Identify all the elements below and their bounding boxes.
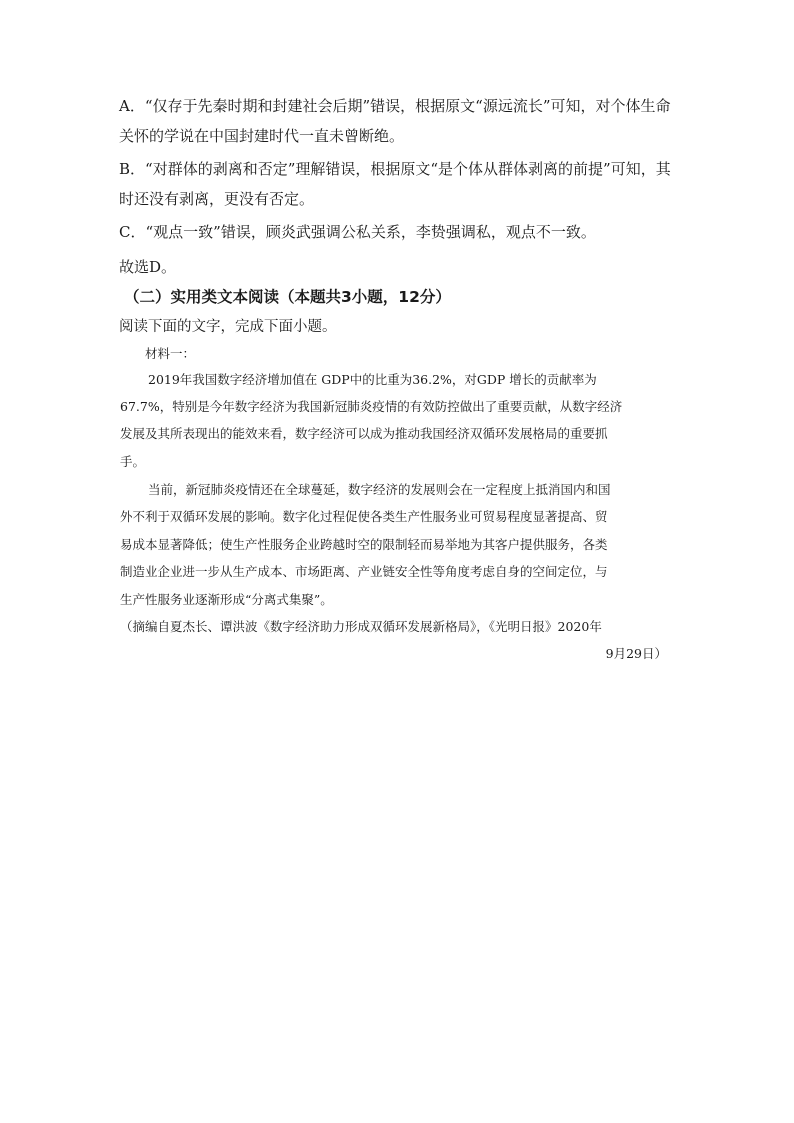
material-p1-line-4: 手。 (120, 454, 146, 469)
material-p2-line-1: 当前，新冠肺炎疫情还在全球蔓延，数字经济的发展则会在一定程度上抵消国内和国 (148, 482, 611, 497)
material-label: 材料一： (145, 346, 196, 361)
material-source-date: 9月29日） (605, 646, 667, 661)
section-instruction: 阅读下面的文字，完成下面小题。 (119, 319, 337, 335)
section-heading: （二）实用类文本阅读（本题共3小题，12分） (124, 288, 451, 306)
material-p2-line-2: 外不利于双循环发展的影响。数字化过程促使各类生产性服务业可贸易程度显著提高、贸 (120, 509, 608, 524)
material-p2-line-5: 生产性服务业逐渐形成“分离式集聚”。 (120, 592, 333, 607)
option-a-line-2: 关怀的学说在中国封建时代一直未曾断绝。 (119, 127, 405, 145)
option-b-line-1: B．“对群体的剥离和否定”理解错误，根据原文“是个体从群体剥离的前提”可知，其 (119, 160, 671, 178)
material-p1-line-2: 67.7%，特别是今年数字经济为我国新冠肺炎疫情的有效防控做出了重要贡献，从数字经济 (120, 399, 623, 414)
material-source: （摘编自夏杰长、谭洪波《数字经济助力形成双循环发展新格局》，《光明日报》2020年 (120, 619, 602, 634)
answer-conclusion: 故选D。 (119, 258, 177, 276)
material-p1-line-1: 2019年我国数字经济增加值在 GDP中的比重为36.2%，对GDP 增长的贡献率为 (148, 372, 597, 387)
option-c-line-1: C．“观点一致”错误，顾炎武强调公私关系，李贽强调私，观点不一致。 (119, 223, 596, 241)
option-a-line-1: A．“仅存于先秦时期和封建社会后期”错误，根据原文“源远流长”可知，对个体生命 (119, 97, 671, 115)
material-p2-line-3: 易成本显著降低；使生产性服务企业跨越时空的限制轻而易举地为其客户提供服务，各类 (120, 537, 608, 552)
option-b-line-2: 时还没有剥离，更没有否定。 (119, 190, 315, 208)
material-p2-line-4: 制造业企业进一步从生产成本、市场距离、产业链安全性等角度考虑自身的空间定位，与 (120, 564, 608, 579)
material-p1-line-3: 发展及其所表现出的能效来看，数字经济可以成为推动我国经济双循环发展格局的重要抓 (120, 426, 608, 441)
